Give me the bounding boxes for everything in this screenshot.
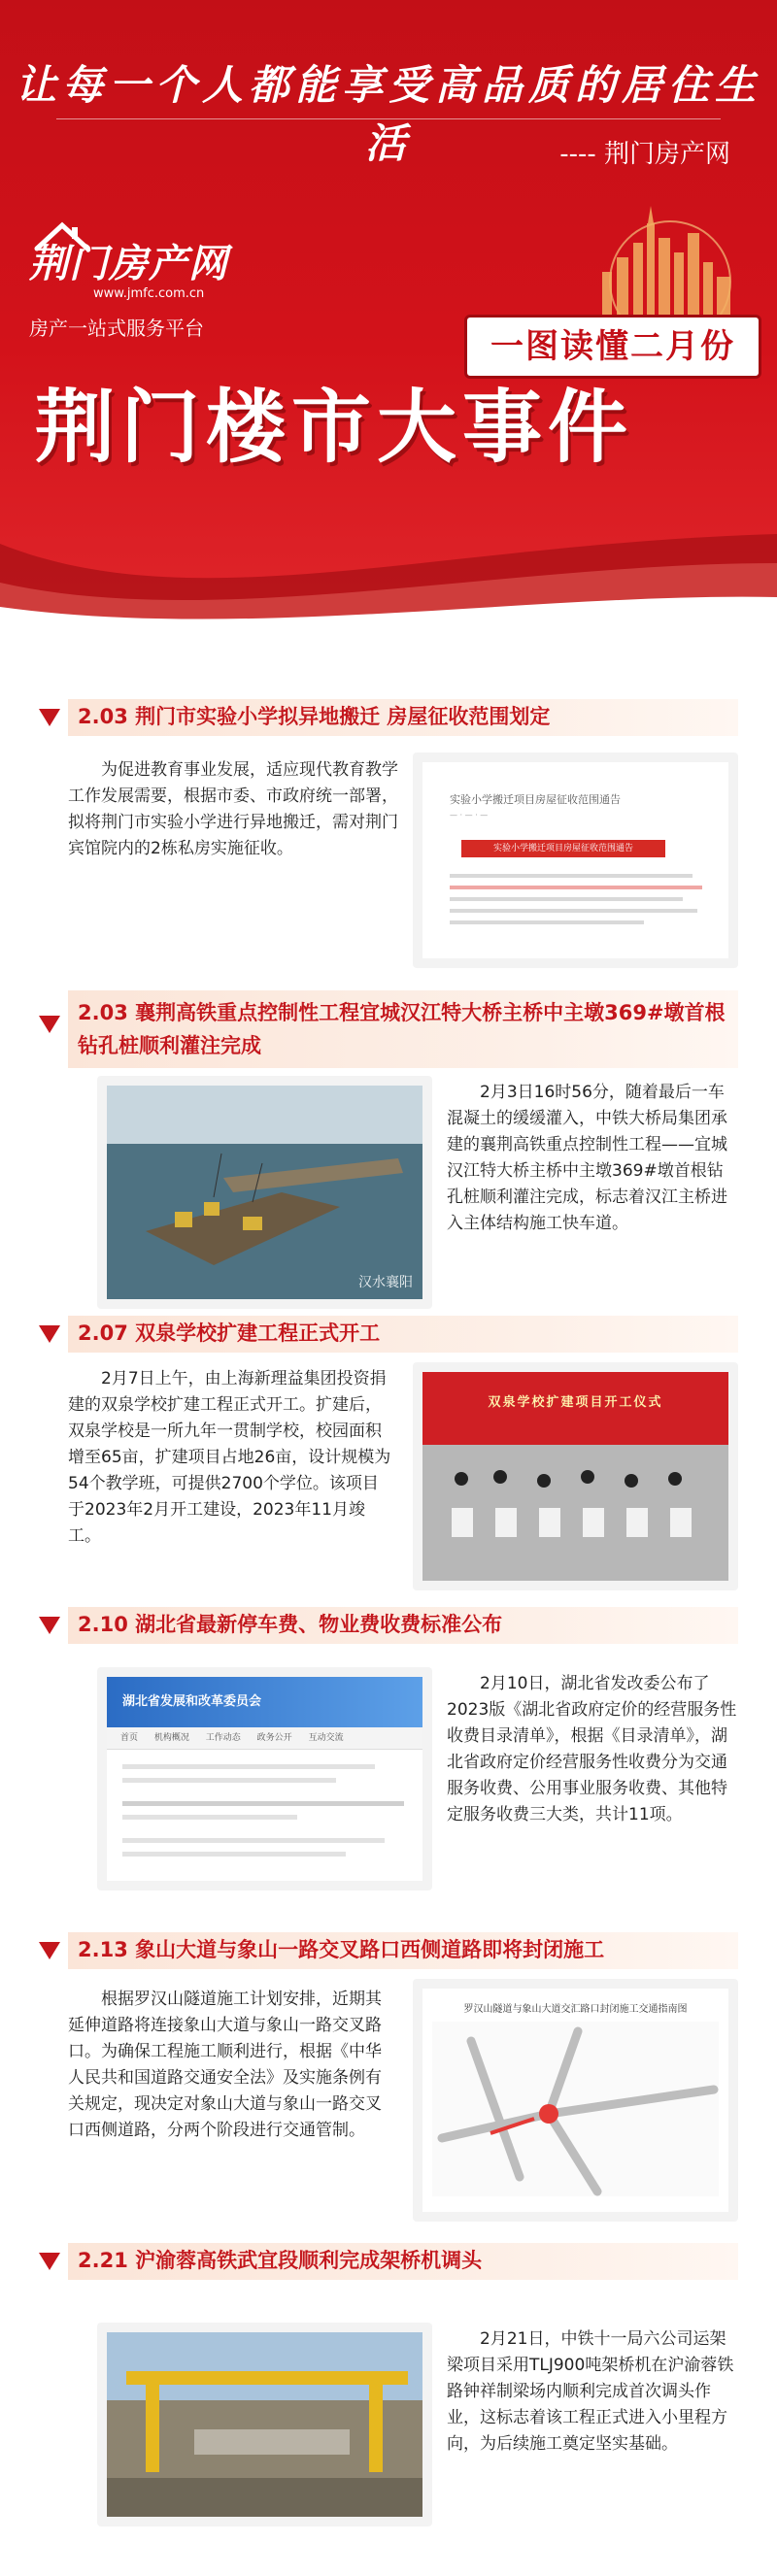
triangle-bullet-icon: [39, 1942, 60, 1959]
section-header: [39, 1932, 738, 1969]
section-body: 2月21日，中铁十一局六公司运架梁项目采用TLJ900吨架桥机在沪渝蓉铁路钟祥制梁场内顺利完成首次调头作业，这标志着该工程正式进入小里程方向，为后续施工奠定坚实基础。: [447, 2329, 734, 2454]
section-body: 根据罗汉山隧道施工计划安排，近期其延伸道路将连接象山大道与象山一路交叉路口。为确保工程施工顺利进行，根据《中华人民共和国道路交通安全法》及实施条例有关规定，现决定对象山大道与象山一路交叉口西侧道路，分两个阶段进行交通管制。: [68, 1990, 382, 2140]
section-header: [39, 1607, 738, 1644]
ceremony-banner: 双泉学校扩建项目开工仪式: [488, 1395, 663, 1410]
triangle-bullet-icon: [39, 1016, 60, 1033]
logo-name: 荆门房产网: [29, 242, 228, 286]
section-title: 2.03 襄荆高铁重点控制性工程宜城汉江特大桥主桥中主墩369#墩首根钻孔桩顺利灌注完成: [68, 990, 738, 1068]
traffic-map: [432, 2022, 719, 2196]
triangle-bullet-icon: [39, 2253, 60, 2270]
section-title: 2.13 象山大道与象山一路交叉路口西侧道路即将封闭施工: [68, 1932, 738, 1969]
bridge-photo: [107, 1086, 422, 1299]
doc-red-bar: 实验小学搬迁项目房屋征收范围通告: [461, 840, 665, 857]
section-title: 2.07 双泉学校扩建工程正式开工: [68, 1316, 738, 1353]
triangle-bullet-icon: [39, 1617, 60, 1634]
section-title: 2.03 荆门市实验小学拟异地搬迁 房屋征收范围划定: [68, 699, 738, 736]
section-header: [39, 699, 738, 736]
month-tag: 一图读懂二月份: [464, 315, 761, 379]
section-body: 2月3日16时56分，随着最后一车混凝土的缓缓灌入，中铁大桥局集团承建的襄荆高铁重点控制性工程——宜城汉江特大桥主桥中主墩369#墩首根钻孔桩顺利灌注完成，标志着汉江主桥进入主体结构施工快车道。: [447, 1083, 727, 1233]
logo-tagline: 房产一站式服务平台: [29, 317, 204, 340]
section-title: 2.21 沪渝蓉高铁武宜段顺利完成架桥机调头: [68, 2243, 738, 2280]
news-section: [39, 2243, 738, 2563]
section-body: 2月7日上午，由上海新理益集团投资捐建的双泉学校扩建工程正式开工。扩建后，双泉学校是一所九年一贯制学校，校园面积增至65亩，扩建项目占地26亩，设计规模为54个教学班，可提供2700个学位。该项目于2023年2月开工建设，2023年11月竣工。: [68, 1369, 391, 1546]
web-site-name: 湖北省发展和改革委员会: [122, 1694, 262, 1709]
section-image: [97, 1667, 432, 1890]
section-image: [413, 1979, 738, 2222]
news-section: [39, 1316, 738, 1597]
section-header: [39, 990, 738, 1060]
map-title: 罗汉山隧道与象山大道交汇路口封闭施工交通指南图: [463, 2004, 688, 2015]
web-nav-item: 政务公开: [256, 1733, 292, 1743]
section-body: 2月10日，湖北省发改委公布了2023版《湖北省政府定价的经营服务性收费目录清单》，根据《目录清单》，湖北省政府定价经营服务性收费分为交通服务收费、公用事业服务收费、其他特定服务收费三大类，共计11项。: [447, 1674, 737, 1824]
decorative-wave: [0, 524, 777, 631]
section-image: [97, 2323, 432, 2526]
slogan: 让每一个人都能享受高品质的居住生活: [15, 61, 761, 167]
section-header: [39, 2243, 738, 2280]
web-nav-item: 首页: [120, 1733, 139, 1743]
site-logo[interactable]: [29, 233, 243, 341]
section-image: [413, 1362, 738, 1590]
section-header: [39, 1316, 738, 1353]
triangle-bullet-icon: [39, 1325, 60, 1343]
triangle-bullet-icon: [39, 709, 60, 726]
header-banner: [0, 0, 777, 631]
slogan-divider: [56, 118, 721, 119]
slogan-source: ---- 荆门房产网: [559, 140, 730, 169]
doc-meta: — · — · —: [450, 811, 489, 820]
web-header: [107, 1677, 422, 1727]
news-section: [39, 1932, 738, 2233]
section-body: 为促进教育事业发展，适应现代教育教学工作发展需要，根据市委、市政府统一部署，拟将荆门市实验小学进行异地搬迁，需对荆门宾馆院内的2栋私房实施征收。: [68, 760, 398, 858]
web-nav-item: 机构概况: [153, 1733, 189, 1743]
web-nav-item: 工作动态: [205, 1733, 241, 1743]
bridge-crane-photo: [107, 2332, 422, 2517]
web-nav: [107, 1727, 422, 1750]
photo-watermark: 汉水襄阳: [358, 1275, 413, 1290]
web-nav-item: 互动交流: [308, 1733, 344, 1743]
section-image: [413, 753, 738, 968]
logo-url: www.jmfc.com.cn: [93, 286, 205, 301]
doc-title: 实验小学搬迁项目房屋征收范围通告: [450, 793, 621, 806]
news-section: [39, 699, 738, 971]
section-title: 2.10 湖北省最新停车费、物业费收费标准公布: [68, 1607, 738, 1644]
page-title: 荆门楼市大事件: [35, 382, 634, 474]
news-section: [39, 990, 738, 1311]
section-image: [97, 1076, 432, 1309]
news-section: [39, 1607, 738, 1898]
